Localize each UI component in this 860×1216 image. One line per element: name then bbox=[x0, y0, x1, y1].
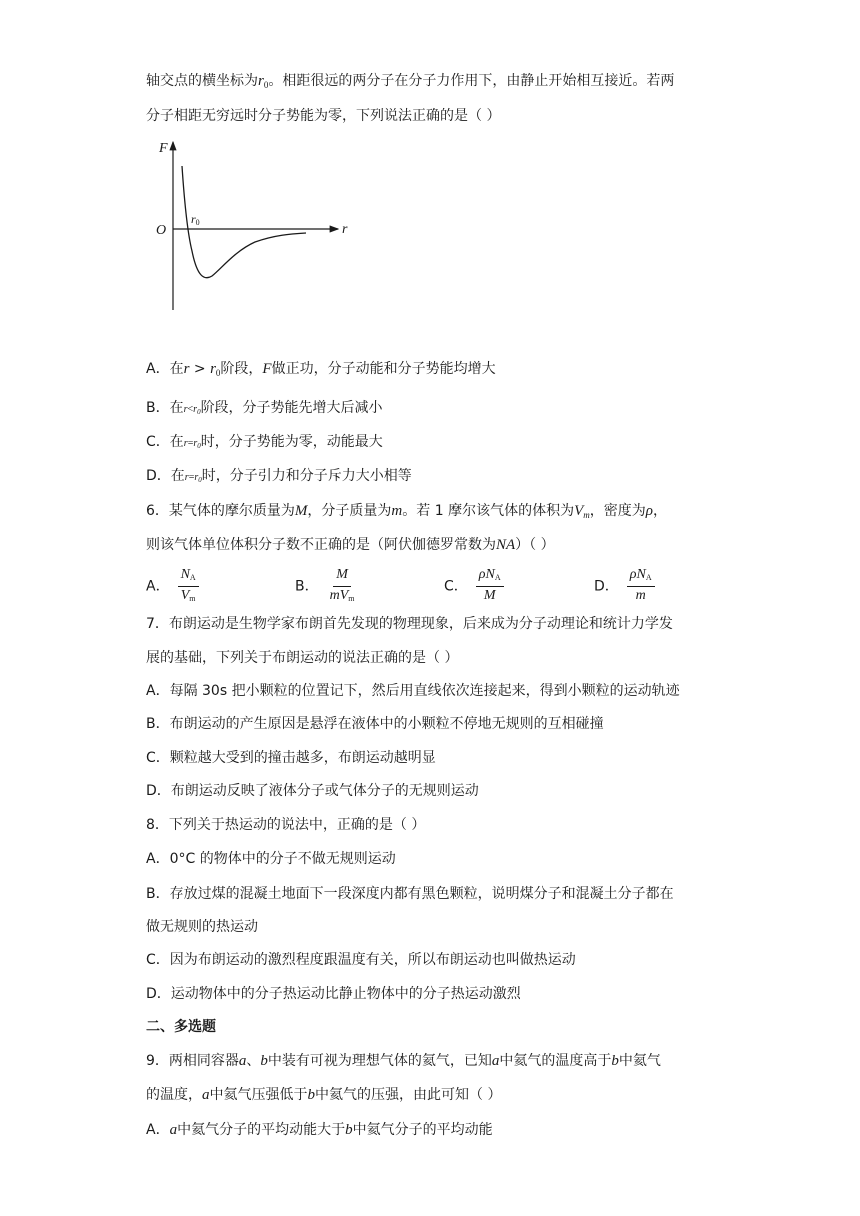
y-axis-label: F bbox=[159, 141, 168, 156]
q7-option-d[interactable]: D．布朗运动反映了液体分子或气体分子的无规则运动 bbox=[146, 783, 479, 799]
q6-option-d[interactable]: D． $\frac{\text{ρNA}}{m}$ bbox=[594, 566, 655, 607]
q8-option-b-line-2[interactable]: 做无规则的热运动 bbox=[146, 919, 258, 935]
q8-option-d[interactable]: D．运动物体中的分子热运动比静止物体中的分子热运动激烈 bbox=[146, 986, 521, 1002]
intro-line-1 bbox=[146, 71, 674, 95]
q6-stem-line-2: 则该气体单位体积分子数不正确的是（阿伏伽德罗常数为NA）（ ） bbox=[146, 537, 555, 553]
q7-option-b[interactable]: B．布朗运动的产生原因是悬浮在液体中的小颗粒不停地无规则的互相碰撞 bbox=[146, 716, 604, 732]
q7-stem-line-1: 7．布朗运动是生物学家布朗首先发现的物理现象，后来成为分子动理论和统计力学发 bbox=[146, 616, 673, 632]
origin-label: O bbox=[156, 223, 167, 238]
q7-option-a[interactable]: A．每隔 30s 把小颗粒的位置记下，然后用直线依次连接起来，得到小颗粒的运动轨迹 bbox=[146, 683, 680, 699]
force-curve bbox=[182, 166, 306, 278]
q6-option-a[interactable]: A． $\frac{NA}{Vm}$ bbox=[146, 566, 199, 607]
q5-option-d[interactable]: D．在$r=r_0$时，分子引力和分子斥力大小相等 bbox=[146, 468, 412, 484]
q5-option-a[interactable]: A．在$r > r_0$阶段，F做正功，分子动能和分子势能均增大 bbox=[146, 361, 496, 378]
x-axis-label: r bbox=[342, 222, 348, 237]
q9-option-a[interactable]: A．a中氦气分子的平均动能大于b中氦气分子的平均动能 bbox=[146, 1122, 493, 1138]
q5-option-b[interactable]: B．在$r<r_0$阶段，分子势能先增大后减小 bbox=[146, 400, 383, 416]
intro-line-2: 分子相距无穷远时分子势能为零，下列说法正确的是（ ） bbox=[146, 108, 501, 124]
q8-option-c[interactable]: C．因为布朗运动的激烈程度跟温度有关，所以布朗运动也叫做热运动 bbox=[146, 952, 576, 968]
q6-option-c[interactable]: C． $\frac{\text{ρNA}}{M}$ bbox=[444, 566, 504, 607]
q8-stem: 8．下列关于热运动的说法中，正确的是（ ） bbox=[146, 817, 426, 833]
q9-stem-line-2: 的温度，a中氦气压强低于b中氦气的压强，由此可知（ ） bbox=[146, 1087, 502, 1103]
intro-text: 轴交点的横坐标为 bbox=[146, 73, 258, 89]
q6-stem-line-1: 6．某气体的摩尔质量为M，分子质量为m。若 1 摩尔该气体的体积为$V_m$，密度为ρ， bbox=[146, 503, 667, 520]
r0-label: r0 bbox=[191, 212, 200, 227]
q7-option-c[interactable]: C．颗粒越大受到的撞击越多，布朗运动越明显 bbox=[146, 750, 436, 766]
r0-symbol: $r_0$ bbox=[258, 73, 269, 90]
intro-text: 。相距很远的两分子在分子力作用下，由静止开始相互接近。若两 bbox=[268, 73, 675, 89]
q6-option-b[interactable]: B． $\frac{M}{\text{mVm}}$ bbox=[295, 567, 355, 603]
q5-option-c[interactable]: C．在$r=r_0$时，分子势能为零，动能最大 bbox=[146, 434, 383, 450]
q8-option-b-line-1[interactable]: B．存放过煤的混凝土地面下一段深度内都有黑色颗粒，说明煤分子和混凝土分子都在 bbox=[146, 886, 674, 902]
q9-stem-line-1: 9．两相同容器a、b中装有可视为理想气体的氦气，已知a中氦气的温度高于b中氦气 bbox=[146, 1053, 661, 1069]
q8-option-a[interactable]: A．0°C 的物体中的分子不做无规则运动 bbox=[146, 851, 396, 867]
section-heading-multiple-choice: 二、多选题 bbox=[146, 1019, 216, 1035]
q7-stem-line-2: 展的基础，下列关于布朗运动的说法正确的是（ ） bbox=[146, 650, 459, 666]
force-distance-graph bbox=[150, 136, 360, 316]
